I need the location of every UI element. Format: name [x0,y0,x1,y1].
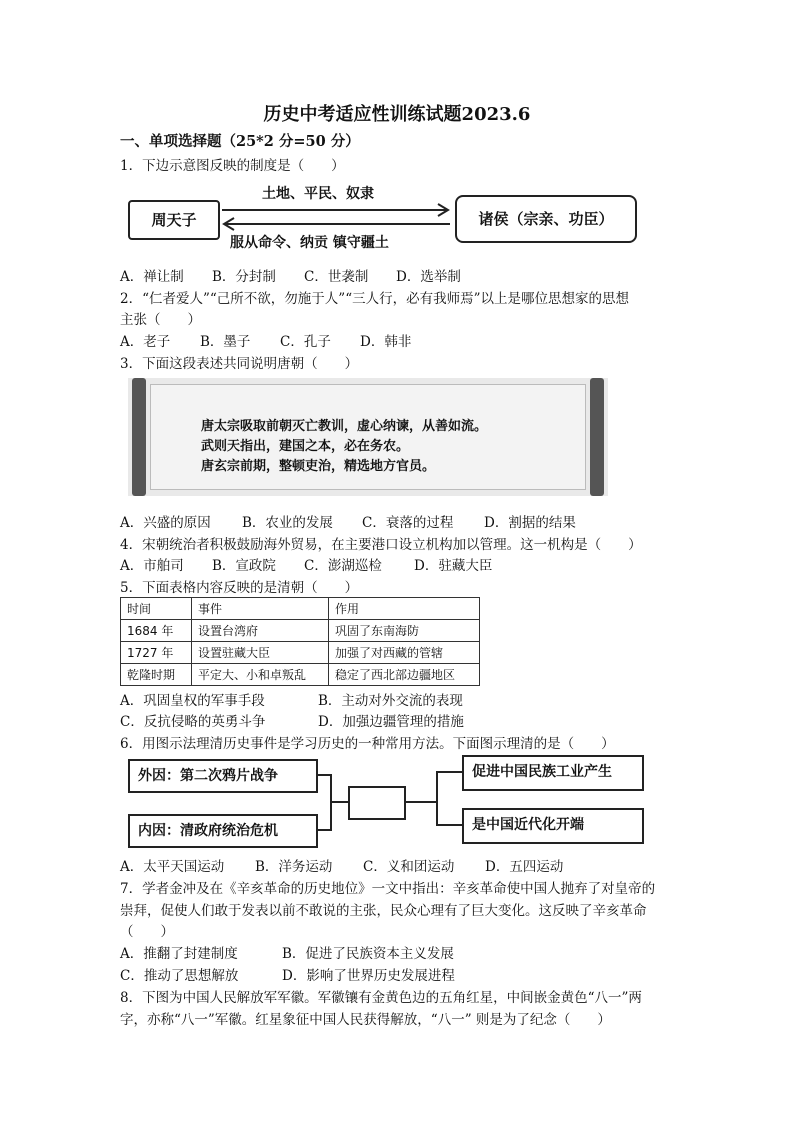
q7-option-b[interactable]: B．促进了民族资本主义发展 [282,946,454,962]
q2-options [120,330,411,350]
q7-option-c[interactable]: C．推动了思想解放 [120,968,239,984]
q4-options [120,554,492,574]
q2-option-d[interactable]: D．韩非 [360,334,412,350]
table-header-row [121,598,480,620]
q3-options [120,511,576,531]
q1-left-box: 周天子 [128,200,220,240]
table-row [121,664,480,686]
q5-option-d[interactable]: D．加强边疆管理的措施 [318,714,464,730]
table-row [121,642,480,664]
table-row [121,620,480,642]
q5-option-a[interactable]: A．巩固皇权的军事手段 [120,693,265,709]
scroll-right-rod [590,378,604,496]
connector [316,774,330,776]
q6-option-d[interactable]: D．五四运动 [485,859,564,875]
q4-option-c[interactable]: C．澎湖巡检 [304,558,382,574]
q2-option-b[interactable]: B．墨子 [200,334,251,350]
q7-stem-line2: 崇拜，促使人们敢于发表以前不敢说的主张，民众心理有了巨大变化。这反映了辛亥革命 [120,903,647,919]
table-header-cell: 事件 [192,598,329,620]
q1-option-a[interactable]: A．禅让制 [120,269,184,285]
table-cell: 稳定了西北部边疆地区 [329,664,480,686]
table-header-cell: 作用 [329,598,480,620]
table-cell: 巩固了东南海防 [329,620,480,642]
q6-option-c[interactable]: C．义和团运动 [363,859,455,875]
q1-top-label: 土地、平民、奴隶 [262,186,374,202]
table-cell: 平定大、小和卓叛乱 [192,664,329,686]
q6-option-b[interactable]: B．洋务运动 [255,859,333,875]
section-heading: 一、单项选择题（25*2 分=50 分） [120,133,360,150]
connector [330,801,348,803]
q7-option-a[interactable]: A．推翻了封建制度 [120,946,238,962]
table-cell: 设置台湾府 [192,620,329,642]
q4-option-d[interactable]: D．驻藏大臣 [414,558,493,574]
q7-options-row2 [120,964,455,984]
scroll-line-2: 武则天指出，建国之本，必在务农。 [201,439,410,454]
table-cell: 乾隆时期 [121,664,192,686]
q4-stem: 4．宋朝统治者积极鼓励海外贸易，在主要港口设立机构加以管理。这一机构是（ ） [120,537,642,553]
q2-option-a[interactable]: A．老子 [120,334,171,350]
q1-arrows [218,200,454,236]
table-header-cell: 时间 [121,598,192,620]
q6-stem: 6．用图示法理清历史事件是学习历史的一种常用方法。下面图示理清的是（ ） [120,736,615,752]
q1-right-box: 诸侯（宗亲、功臣） [455,195,637,243]
connector [436,771,462,773]
q2-option-c[interactable]: C．孔子 [280,334,331,350]
q1-option-b[interactable]: B．分封制 [212,269,276,285]
q5-stem: 5．下面表格内容反映的是清朝（ ） [120,580,359,596]
q4-option-a[interactable]: A．市舶司 [120,558,184,574]
q3-stem: 3．下面这段表述共同说明唐朝（ ） [120,356,359,372]
q7-stem-line3: （ ） [120,924,174,940]
q6-result-box-2: 是中国近代化开端 [462,808,644,844]
q1-stem: 1．下边示意图反映的制度是（ ） [120,158,345,174]
q4-option-b[interactable]: B．宣政院 [212,558,276,574]
page-title: 历史中考适应性训练试题2023.6 [263,104,531,125]
q2-stem-line2: 主张（ ） [120,312,201,328]
q1-option-c[interactable]: C．世袭制 [304,269,369,285]
q1-bottom-label: 服从命令、纳贡 镇守疆土 [230,235,389,251]
q3-option-b[interactable]: B．农业的发展 [242,515,333,531]
q6-answer-blank-box [348,786,406,820]
q6-internal-cause-box: 内因：清政府统治危机 [128,814,318,848]
q6-options [120,855,563,875]
q1-option-d[interactable]: D．选举制 [396,269,461,285]
connector [436,771,438,826]
q3-option-c[interactable]: C．衰落的过程 [362,515,454,531]
q6-external-cause-box: 外因：第二次鸦片战争 [128,759,318,793]
q7-options-row1 [120,942,454,962]
q6-option-a[interactable]: A．太平天国运动 [120,859,225,875]
q1-options [120,265,461,285]
q7-stem-line1: 7．学者金冲及在《辛亥革命的历史地位》一文中指出：辛亥革命使中国人抛弃了对皇帝的 [120,881,656,897]
connector [436,824,462,826]
q5-option-b[interactable]: B．主动对外交流的表现 [318,693,463,709]
q3-option-a[interactable]: A．兴盛的原因 [120,515,211,531]
q2-stem-line1: 2．“仁者爱人”“己所不欲，勿施于人”“三人行，必有我师焉”以上是哪位思想家的思想 [120,291,629,307]
q3-scroll-image [128,378,608,496]
table-cell: 1684 年 [121,620,192,642]
table-cell: 加强了对西藏的管辖 [329,642,480,664]
q5-options-row2 [120,710,464,730]
q8-stem-line1: 8．下图为中国人民解放军军徽。军徽镶有金黄色边的五角红星，中间嵌金黄色“八一”两 [120,990,642,1006]
scroll-line-1: 唐太宗吸取前朝灭亡教训，虚心纳谏，从善如流。 [201,419,488,434]
scroll-line-3: 唐玄宗前期，整顿吏治，精选地方官员。 [201,459,436,474]
table-cell: 设置驻藏大臣 [192,642,329,664]
scroll-left-rod [132,378,146,496]
q5-table [120,597,480,686]
connector [404,801,436,803]
q7-option-d[interactable]: D．影响了世界历史发展进程 [282,968,455,984]
q8-stem-line2: 字，亦称“八一”军徽。红星象征中国人民获得解放，“八一” 则是为了纪念（ ） [120,1012,611,1028]
q6-result-box-1: 促进中国民族工业产生 [462,755,644,791]
q3-option-d[interactable]: D．割据的结果 [484,515,576,531]
table-cell: 1727 年 [121,642,192,664]
q5-options-row1 [120,689,463,709]
connector [316,829,330,831]
q5-option-c[interactable]: C．反抗侵略的英勇斗争 [120,714,266,730]
